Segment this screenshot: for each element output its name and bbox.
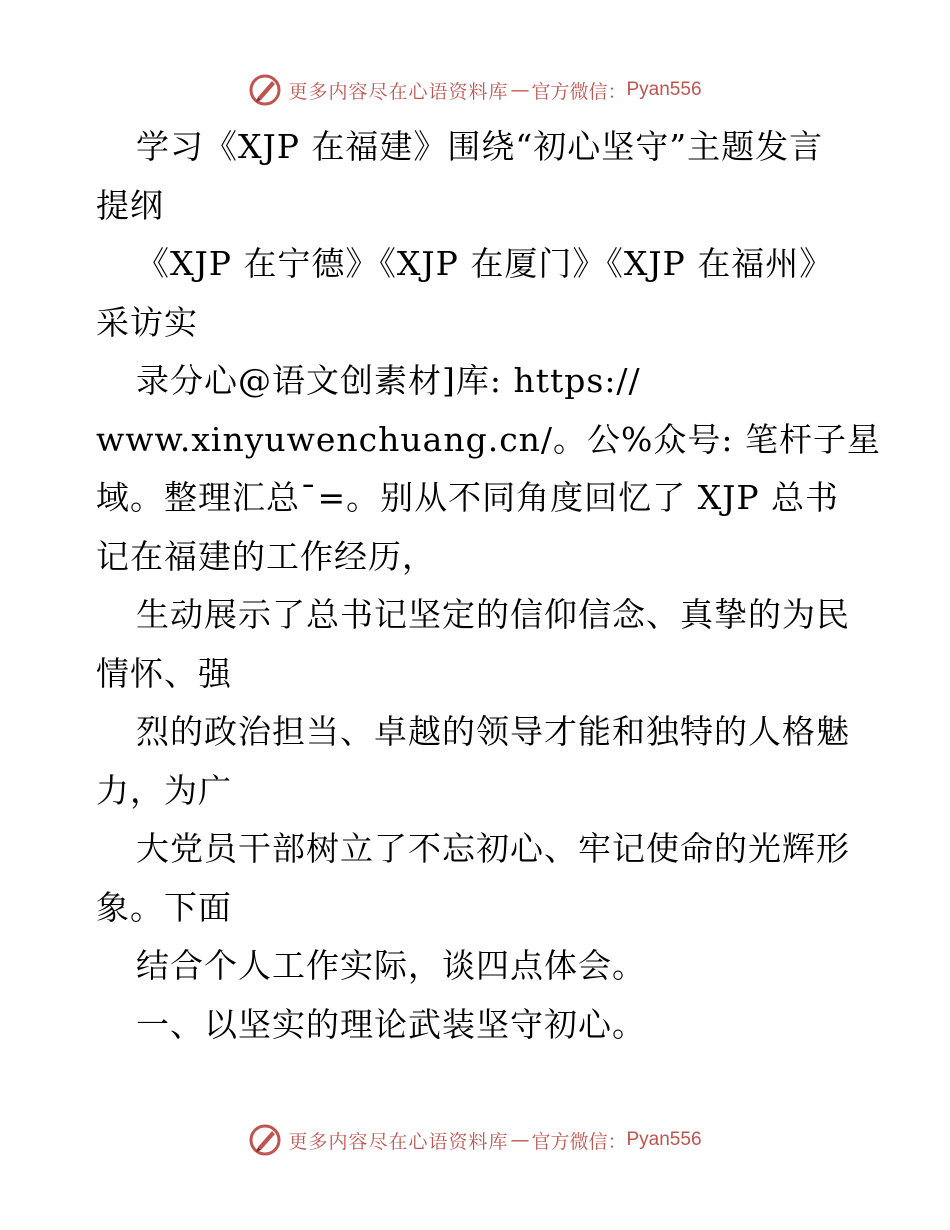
text-line: 采访实	[96, 302, 198, 342]
text-line: 烈的政治担当、卓越的领导才能和独特的人格魅	[136, 712, 850, 751]
watermark-separator: —	[510, 1129, 530, 1151]
footer-watermark	[0, 1120, 950, 1160]
text-line: 学习《XJP 在福建》围绕“初心坚守”主题发言	[136, 127, 824, 166]
text-line: 《XJP 在宁德》《XJP 在厦门》《XJP 在福州》	[136, 244, 834, 283]
text-line: 记在福建的工作经历，	[96, 536, 436, 576]
watermark-site: 更多内容尽在心语资料库	[288, 80, 509, 103]
text-line: 生动展示了总书记坚定的信仰信念、真挚的为民	[136, 595, 850, 634]
pen-logo-icon	[248, 73, 282, 107]
watermark-site: 更多内容尽在心语资料库	[288, 1130, 509, 1153]
text-line: 结合个人工作实际，谈四点体会。	[136, 946, 646, 985]
text-line: 域。整理汇总¯=。别从不同角度回忆了 XJP 总书	[96, 478, 840, 517]
text-line: 象。下面	[96, 887, 232, 927]
text-line: 大党员干部树立了不忘初心、牢记使命的光辉形	[136, 829, 850, 868]
text-line: 提纲	[96, 185, 164, 225]
text-line: 力，为广	[96, 770, 232, 810]
text-line: www.xinyuwenchuang.cn/。公%众号: 笔杆子星	[96, 419, 882, 459]
watermark-label: 官方微信：	[531, 1130, 627, 1153]
watermark-separator: —	[510, 79, 530, 101]
text-line: 情怀、强	[96, 653, 232, 693]
watermark-account: Pyan556	[626, 1129, 702, 1150]
text-line: 一、以坚实的理论武装坚守初心。	[136, 1004, 646, 1044]
text-line: 录分心@语文创素材]库: https://	[136, 361, 641, 400]
watermark-account: Pyan556	[626, 79, 702, 100]
pen-logo-icon	[248, 1123, 282, 1157]
watermark-label: 官方微信：	[531, 80, 627, 103]
document-body	[96, 118, 882, 1054]
header-watermark	[0, 70, 950, 110]
